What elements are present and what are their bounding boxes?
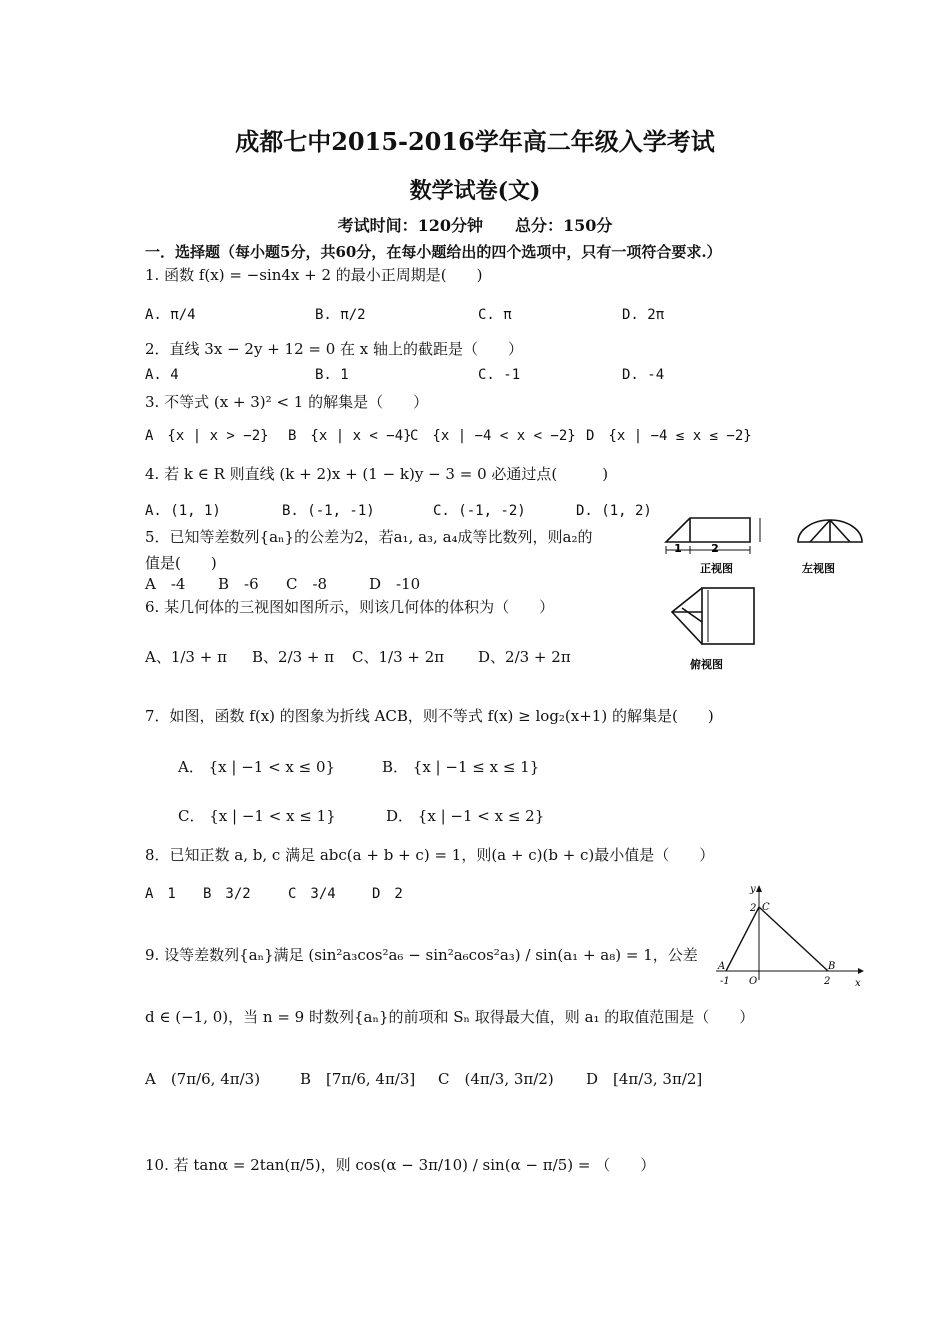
q7-opt-b: B． {x | −1 ≤ x ≤ 1} xyxy=(382,758,540,776)
front-view-label: 正视图 xyxy=(700,562,733,575)
q6-opt-d: D、2/3 + 2π xyxy=(478,648,571,666)
y-axis-label: y xyxy=(750,884,756,895)
origin-label: O xyxy=(749,976,758,987)
tick-y-2: 2 xyxy=(750,903,757,914)
q8-stem: 8．已知正数 a, b, c 满足 abc(a + b + c) = 1，则(a + c)(b + c)最小值是（ ） xyxy=(145,846,715,864)
q8-opt-a: A 1 xyxy=(145,886,176,902)
front-dim-2: 2 xyxy=(711,542,719,555)
q6-opt-a: A、1/3 + π xyxy=(145,648,227,666)
q2-opt-c: C. -1 xyxy=(478,367,521,383)
x-axis-label: x xyxy=(855,978,861,989)
top-view-drawing xyxy=(672,588,754,644)
q5-opt-d: D -10 xyxy=(369,575,421,593)
q1-opt-b: B. π/2 xyxy=(315,307,366,323)
q4-opt-d: D. (1, 2) xyxy=(576,503,652,519)
point-b: B xyxy=(828,961,836,972)
q9-stem-line1: 9. 设等差数列{aₙ}满足 (sin²a₃cos²a₆ − sin²a₆cos²a₃) / sin(a₁ + a₈) = 1，公差 xyxy=(145,946,698,964)
q10-stem: 10. 若 tanα = 2tan(π/5)，则 cos(α − 3π/10) / sin(α − π/5) = （ ） xyxy=(145,1156,656,1174)
page-subtitle: 数学试卷(文) xyxy=(409,178,541,204)
q1-opt-c: C. π xyxy=(478,307,512,323)
top-view-label: 俯视图 xyxy=(690,658,723,671)
q9-opt-b: B [7π/6, 4π/3] xyxy=(300,1070,416,1088)
point-a: A xyxy=(718,961,726,972)
page-title: 成都七中2015-2016学年高二年级入学考试 xyxy=(235,127,715,156)
q9-opt-a: A (7π/6, 4π/3) xyxy=(145,1070,261,1088)
q4-stem: 4. 若 k ∈ R 则直线 (k + 2)x + (1 − k)y − 3 = 0 必通过点( ) xyxy=(145,465,609,483)
tick-x-neg1: -1 xyxy=(720,976,730,987)
q7-opt-a: A． {x | −1 < x ≤ 0} xyxy=(178,758,336,776)
q6-opt-b: B、2/3 + π xyxy=(252,648,335,666)
q9-stem-line2: d ∈ (−1, 0)，当 n = 9 时数列{aₙ}的前项和 Sₙ 取得最大值，则 a₁ 的取值范围是（ ） xyxy=(145,1008,755,1026)
x-axis-arrow xyxy=(858,968,864,974)
q1-opt-a: A. π/4 xyxy=(145,307,196,323)
q6-opt-c: C、1/3 + 2π xyxy=(352,648,445,666)
polyline-acb xyxy=(726,907,828,971)
section-heading: 一．选择题（每小题5分，共60分，在每小题给出的四个选项中，只有一项符合要求.） xyxy=(145,243,722,261)
q9-opt-d: D [4π/3, 3π/2] xyxy=(586,1070,703,1088)
side-view-label: 左视图 xyxy=(802,562,835,575)
q3-opt-b: B {x | x < −4} xyxy=(288,428,412,444)
q1-stem: 1. 函数 f(x) = −sin4x + 2 的最小正周期是( ) xyxy=(145,266,483,284)
q7-opt-c: C． {x | −1 < x ≤ 1} xyxy=(178,807,336,825)
point-c: C xyxy=(762,902,770,913)
q5-opt-c: C -8 xyxy=(286,575,328,593)
q8-opt-d: D 2 xyxy=(372,886,403,902)
tick-x-2: 2 xyxy=(824,976,831,987)
q4-opt-c: C. (-1, -2) xyxy=(433,503,526,519)
q6-stem: 6. 某几何体的三视图如图所示，则该几何体的体积为（ ） xyxy=(145,598,555,616)
q9-opt-c: C (4π/3, 3π/2) xyxy=(438,1070,554,1088)
q8-opt-c: C 3/4 xyxy=(288,886,336,902)
q2-stem: 2．直线 3x − 2y + 12 = 0 在 x 轴上的截距是（ ） xyxy=(145,340,524,358)
q3-stem: 3. 不等式 (x + 3)² < 1 的解集是（ ） xyxy=(145,393,429,411)
q2-opt-b: B. 1 xyxy=(315,367,349,383)
q3-opt-a: A {x | x > −2} xyxy=(145,428,269,444)
q8-opt-b: B 3/2 xyxy=(203,886,251,902)
q5-stem-line2: 值是( ) xyxy=(145,554,217,572)
q5-opt-a: A -4 xyxy=(145,575,186,593)
side-view-drawing xyxy=(798,520,862,542)
q5-stem-line1: 5．已知等差数列{aₙ}的公差为2，若a₁, a₃, a₄成等比数列，则a₂的 xyxy=(145,528,593,546)
y-axis-arrow xyxy=(756,885,762,892)
exam-info: 考试时间：120分钟 总分：150分 xyxy=(337,216,613,235)
front-dim-1: 1 xyxy=(674,542,682,555)
q2-opt-d: D. -4 xyxy=(622,367,665,383)
q2-opt-a: A. 4 xyxy=(145,367,179,383)
q4-opt-b: B. (-1, -1) xyxy=(282,503,375,519)
q1-opt-d: D. 2π xyxy=(622,307,665,323)
q4-opt-a: A. (1, 1) xyxy=(145,503,221,519)
q7-opt-d: D． {x | −1 < x ≤ 2} xyxy=(386,807,545,825)
polyline-graph xyxy=(706,880,866,990)
q3-opt-c: C {x | −4 < x < −2} xyxy=(410,428,576,444)
three-view-figure xyxy=(660,510,870,685)
q7-stem: 7．如图，函数 f(x) 的图象为折线 ACB，则不等式 f(x) ≥ log₂(x+1) 的解集是( ) xyxy=(145,707,714,725)
q3-opt-d: D {x | −4 ≤ x ≤ −2} xyxy=(586,428,752,444)
q5-opt-b: B -6 xyxy=(218,575,259,593)
